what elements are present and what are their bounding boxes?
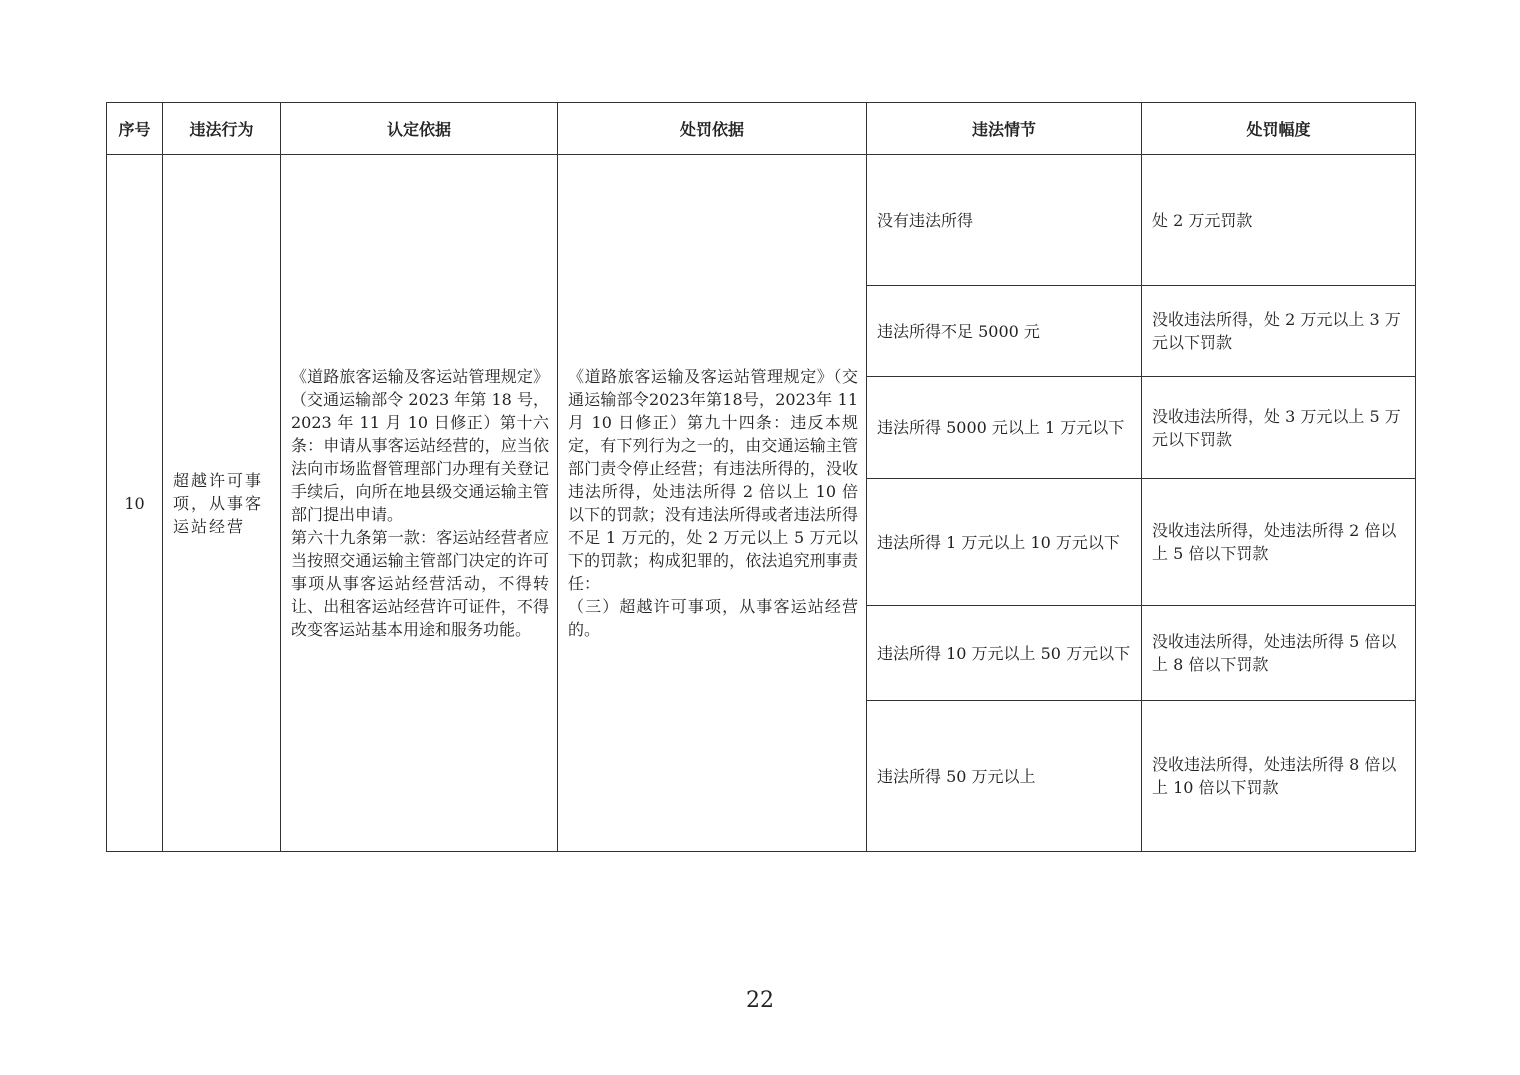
violation-act: 超越许可事项，从事客运站经营 xyxy=(163,155,281,852)
range-cell: 没收违法所得，处违法所得 8 倍以上 10 倍以下罚款 xyxy=(1142,701,1416,852)
header-num: 序号 xyxy=(107,103,163,155)
range-cell: 处 2 万元罚款 xyxy=(1142,155,1416,286)
range-cell: 没收违法所得，处违法所得 5 倍以上 8 倍以下罚款 xyxy=(1142,606,1416,701)
identification-basis xyxy=(281,155,558,852)
circumstance-cell: 违法所得 10 万元以上 50 万元以下 xyxy=(867,606,1142,701)
circumstance-cell: 违法所得 5000 元以上 1 万元以下 xyxy=(867,377,1142,479)
table-row xyxy=(107,155,1416,286)
penalty-basis xyxy=(558,155,867,852)
circumstance-cell: 违法所得 1 万元以上 10 万元以下 xyxy=(867,479,1142,606)
range-cell: 没收违法所得，处 2 万元以上 3 万元以下罚款 xyxy=(1142,286,1416,377)
circumstance-cell: 没有违法所得 xyxy=(867,155,1142,286)
header-act: 违法行为 xyxy=(163,103,281,155)
header-circumstance: 违法情节 xyxy=(867,103,1142,155)
header-range: 处罚幅度 xyxy=(1142,103,1416,155)
header-penalty-basis: 处罚依据 xyxy=(558,103,867,155)
circumstance-cell: 违法所得 50 万元以上 xyxy=(867,701,1142,852)
circumstance-cell: 违法所得不足 5000 元 xyxy=(867,286,1142,377)
penalty-basis-text: 《道路旅客运输及客运站管理规定》（交通运输部令2023年第18号，2023年 11 月 10 日修正）第九十四条：违反本规定，有下列行为之一的，由交通运输主管部门责令停止经营；有违法所得的，没收违法所得，处违法所得 2 倍以上 10 倍以下的罚款；没有违法所得或者违法所得不足 1 万元的，处 2 万元以上 5 万元以下的罚款；构成犯罪的，依法追究刑事责任： （三）超越许可事项，从事客运站经营的。 xyxy=(568,367,858,639)
header-basis: 认定依据 xyxy=(281,103,558,155)
penalty-table xyxy=(106,102,1416,852)
identification-basis-text: 《道路旅客运输及客运站管理规定》（交通运输部令 2023 年第 18 号，2023 年 11 月 10 日修正）第十六条：申请从事客运站经营的，应当依法向市场监督管理部门办理有关登记手续后，向所在地县级交通运输主管部门提出申请。 第六十九条第一款：客运站经营者应当按照交通运输主管部门决定的许可事项从事客运站经营活动，不得转让、出租客运站经营许可证件，不得改变客运站基本用途和服务功能。 xyxy=(291,367,549,639)
header-row xyxy=(107,103,1416,155)
range-cell: 没收违法所得，处 3 万元以上 5 万元以下罚款 xyxy=(1142,377,1416,479)
range-cell: 没收违法所得，处违法所得 2 倍以上 5 倍以下罚款 xyxy=(1142,479,1416,606)
page-number: 22 xyxy=(746,988,774,1013)
record-number: 10 xyxy=(107,155,163,852)
